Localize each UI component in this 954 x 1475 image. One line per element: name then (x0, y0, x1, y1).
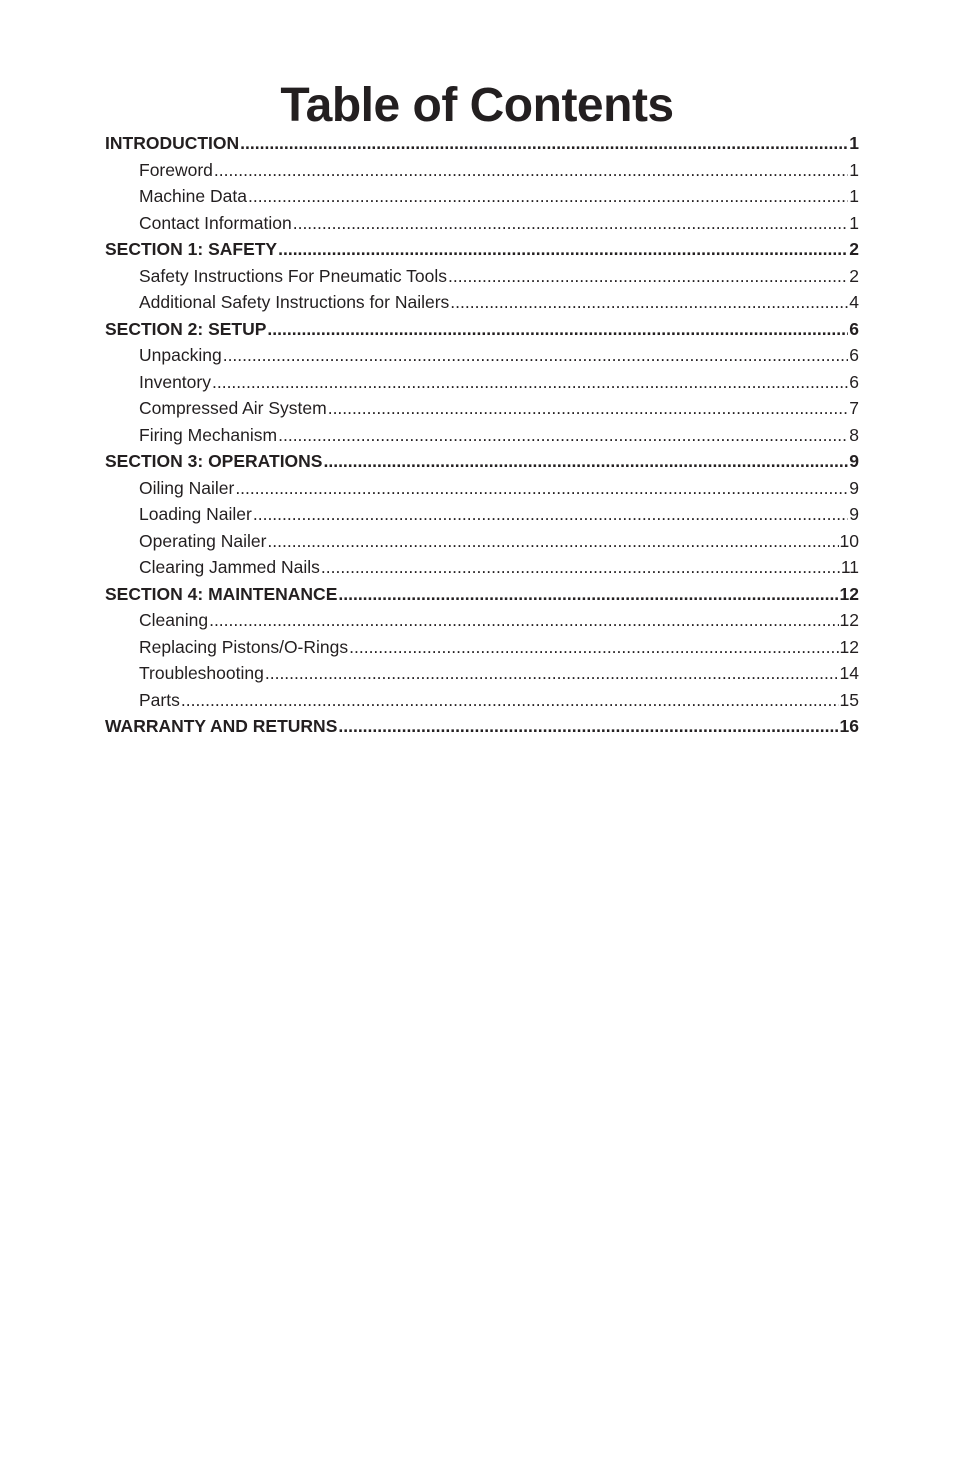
toc-entry-label: Clearing Jammed Nails (139, 557, 320, 577)
toc-entry-label: Replacing Pistons/O-Rings (139, 636, 349, 657)
toc-entry[interactable] (105, 528, 859, 555)
toc-page-number: 6 (849, 371, 859, 392)
toc-page-number: 6 (849, 345, 859, 365)
toc-entry[interactable] (105, 316, 859, 343)
toc-entry-label: Inventory (139, 371, 211, 392)
toc-page-number: 9 (849, 477, 859, 498)
page-title: Table of Contents (280, 79, 674, 132)
toc-dot-leader (278, 236, 848, 263)
toc-page-number: 12 (839, 583, 859, 604)
toc-page-number: 1 (849, 133, 859, 153)
toc-entry-label: Loading Nailer (139, 504, 252, 524)
toc-entry[interactable] (105, 342, 859, 369)
toc-entry[interactable] (105, 157, 859, 184)
toc-page-number: 12 (839, 610, 859, 630)
toc-entry-label: INTRODUCTION (105, 133, 240, 153)
toc-entry-label: Compressed Air System (139, 398, 327, 418)
toc-dot-leader (338, 581, 838, 608)
toc-page-number: 4 (849, 292, 859, 312)
toc-entry-label: SECTION 4: MAINTENANCE (105, 583, 338, 604)
toc-page-number: 7 (849, 398, 859, 418)
toc-entry-label: Safety Instructions For Pneumatic Tools (139, 265, 448, 286)
toc-dot-leader (328, 395, 849, 422)
toc-dot-leader (265, 660, 839, 687)
toc-entry-label: Foreword (139, 159, 213, 180)
toc-entry[interactable] (105, 687, 859, 714)
toc-page-number: 16 (839, 716, 859, 736)
toc-dot-leader (323, 448, 848, 475)
toc-entry[interactable] (105, 130, 859, 157)
toc-dot-leader (181, 687, 839, 714)
toc-entry-label: Parts (139, 689, 180, 710)
toc-entry[interactable] (105, 501, 859, 528)
toc-entry[interactable] (105, 475, 859, 502)
toc-page-number: 1 (849, 159, 859, 180)
toc-entry-label: WARRANTY AND RETURNS (105, 716, 338, 736)
toc-entry[interactable] (105, 183, 859, 210)
toc-entry-label: Troubleshooting (139, 663, 264, 683)
toc-page-number: 1 (849, 212, 859, 233)
toc-page-number: 6 (849, 318, 859, 339)
toc-entry[interactable] (105, 236, 859, 263)
toc-dot-leader (338, 713, 838, 740)
toc-dot-leader (214, 157, 848, 184)
toc-page-number: 1 (849, 186, 859, 206)
toc-entry[interactable] (105, 607, 859, 634)
toc-entry-label: SECTION 2: SETUP (105, 318, 267, 339)
toc-dot-leader (235, 475, 848, 502)
toc-entry[interactable] (105, 713, 859, 740)
toc-dot-leader (267, 316, 848, 343)
toc-entry-label: Additional Safety Instructions for Nailers (139, 292, 450, 312)
table-of-contents (105, 130, 859, 740)
toc-entry-label: Contact Information (139, 212, 292, 233)
toc-entry-label: SECTION 3: OPERATIONS (105, 451, 323, 471)
toc-entry[interactable] (105, 554, 859, 581)
toc-page-number: 12 (839, 636, 859, 657)
toc-entry[interactable] (105, 289, 859, 316)
toc-dot-leader (349, 634, 838, 661)
toc-dot-leader (448, 263, 848, 290)
toc-page-number: 2 (849, 239, 859, 259)
toc-page-number: 9 (849, 504, 859, 524)
toc-dot-leader (223, 342, 849, 369)
toc-page-number: 9 (849, 451, 859, 471)
toc-dot-leader (293, 210, 849, 237)
toc-entry[interactable] (105, 395, 859, 422)
toc-dot-leader (321, 554, 840, 581)
toc-entry[interactable] (105, 448, 859, 475)
toc-entry[interactable] (105, 660, 859, 687)
toc-entry-label: Machine Data (139, 186, 247, 206)
toc-dot-leader (209, 607, 838, 634)
toc-dot-leader (212, 369, 848, 396)
toc-entry-label: Cleaning (139, 610, 209, 630)
toc-entry[interactable] (105, 263, 859, 290)
toc-entry-label: Firing Mechanism (139, 424, 278, 445)
toc-entry[interactable] (105, 210, 859, 237)
toc-dot-leader (267, 528, 838, 555)
toc-page-number: 11 (840, 557, 859, 577)
toc-page-number: 8 (849, 424, 859, 445)
toc-entry-label: Operating Nailer (139, 530, 267, 551)
toc-entry-label: Unpacking (139, 345, 222, 365)
toc-page-number: 15 (839, 689, 859, 710)
toc-dot-leader (253, 501, 848, 528)
toc-entry[interactable] (105, 581, 859, 608)
toc-entry[interactable] (105, 422, 859, 449)
toc-entry[interactable] (105, 634, 859, 661)
toc-dot-leader (248, 183, 848, 210)
toc-entry[interactable] (105, 369, 859, 396)
toc-page-number: 10 (839, 530, 859, 551)
toc-dot-leader (240, 130, 848, 157)
toc-dot-leader (278, 422, 848, 449)
toc-entry-label: Oiling Nailer (139, 477, 235, 498)
toc-page-number: 14 (839, 663, 859, 683)
toc-page-number: 2 (849, 265, 859, 286)
toc-entry-label: SECTION 1: SAFETY (105, 239, 278, 259)
toc-dot-leader (450, 289, 848, 316)
